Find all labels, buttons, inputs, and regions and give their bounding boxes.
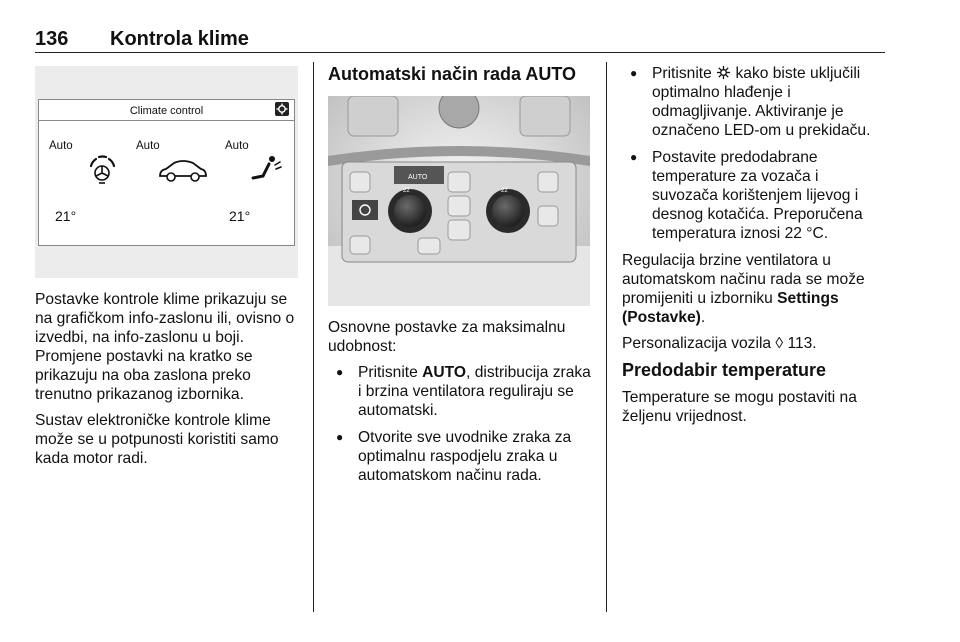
section-heading-auto: Automatski način rada AUTO: [328, 64, 577, 84]
column-2: [328, 318, 593, 493]
climate-console-photo: [328, 96, 590, 306]
col1-paragraph-1: Postavke kontrole klime prikazuju se na grafičkom info-zaslonu ili, ovisno o izvedbi, na info-zaslonu u boji. Promjene postavki na kratko se prikazuju na oba zaslona preko trenutno prikazanog izbornika.: [35, 291, 295, 403]
column-divider-1: [313, 62, 314, 612]
page-header: [35, 22, 885, 53]
section-heading-temperature: Predodabir temperature: [622, 360, 827, 380]
temp-right: 21°: [229, 208, 251, 224]
zone-auto-label-2: Auto: [136, 140, 160, 152]
seat-airflow-icon: [247, 150, 283, 186]
zone-auto-label-3: Auto: [225, 140, 249, 152]
auto-keyword: AUTO: [422, 364, 467, 381]
settings-icon: [275, 102, 289, 116]
page-number: 136: [35, 28, 69, 50]
col3-paragraph-1: Regulacija brzine ventilatora u automatskom načinu rada se može promijeniti u izborniku Settings (Postavke).: [622, 252, 865, 326]
climate-display-figure: [35, 66, 298, 278]
console-illustration: [328, 96, 590, 306]
left-dial-scale-label: 22: [403, 188, 410, 194]
col2-intro: Osnovne postavke za maksimalnu udobnost:: [328, 319, 566, 355]
settings-menu-name: Settings (Postavke): [622, 290, 839, 326]
zone-auto-label-1: Auto: [49, 140, 73, 152]
ac-snowflake-icon: [716, 65, 731, 80]
col3-paragraph-2: Personalizacija vozila ◊ 113.: [622, 335, 817, 352]
col1-paragraph-2: Sustav elektroničke kontrole klime može se u potpunosti koristiti samo kada motor radi.: [35, 412, 279, 467]
climate-screen: [38, 99, 295, 246]
col3-bullet-2: ● Postavite predodabrane temperature za vozača i suvozača korištenjem lijevog i desnog kotačića. Preporučena temperatura iznosi 22 °C.: [622, 148, 887, 243]
chapter-title: Kontrola klime: [110, 28, 249, 50]
auto-button-label: AUTO: [408, 174, 428, 181]
col3-bullet-list: [622, 64, 887, 243]
temp-left: 21°: [55, 208, 77, 224]
fan-auto-icon: [85, 152, 119, 186]
column-1: [35, 290, 300, 475]
col2-bullet-list: [328, 363, 593, 485]
column-3: [622, 64, 887, 433]
col3-bullet-1: ● Pritisnite kako biste uključili optimalno hlađenje i odmagljivanje. Aktiviranje je označeno LED-om u prekidaču.: [622, 64, 887, 140]
col2-bullet-1: ● Pritisnite AUTO, distribucija zraka i brzina ventilatora reguliraju se automatski.: [328, 363, 593, 420]
car-airflow-icon: [157, 156, 209, 184]
screen-title: Climate control: [39, 104, 294, 121]
col2-bullet-2: ● Otvorite sve uvodnike zraka za optimalnu raspodjelu zraka u automatskom načinu rada.: [328, 428, 593, 485]
column-divider-2: [606, 62, 607, 612]
col3-paragraph-3: Temperature se mogu postaviti na željenu vrijednost.: [622, 389, 857, 425]
right-dial-scale-label: 22: [501, 188, 508, 194]
